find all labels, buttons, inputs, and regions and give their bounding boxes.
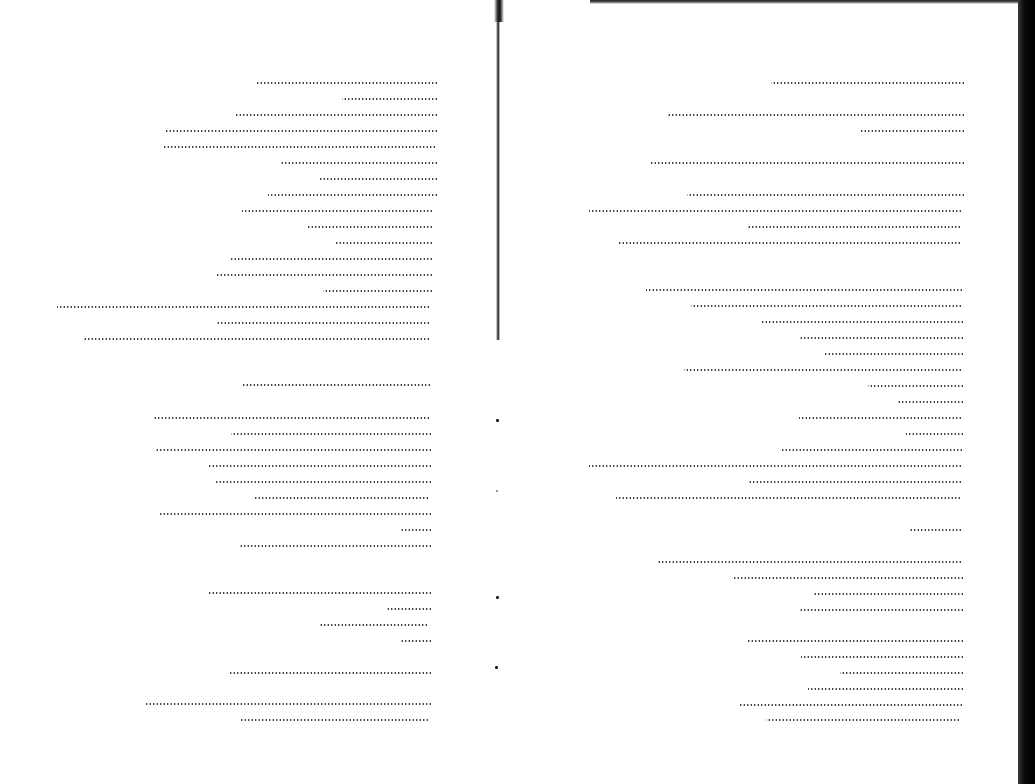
left-page	[0, 0, 496, 784]
leader-line	[687, 194, 965, 196]
leader-line	[824, 353, 964, 355]
leader-line	[216, 322, 430, 324]
leader-line	[158, 513, 432, 515]
leader-line	[319, 624, 428, 626]
leader-line	[240, 545, 432, 547]
leader-line	[781, 449, 963, 451]
leader-line	[215, 481, 432, 483]
leader-line	[254, 497, 429, 499]
leader-line	[256, 82, 438, 84]
leader-line	[761, 321, 964, 323]
leader-line	[216, 274, 433, 276]
leader-line	[57, 306, 430, 308]
leader-line	[766, 719, 960, 721]
leader-line	[342, 98, 438, 100]
leader-line	[242, 210, 433, 212]
leader-line	[589, 210, 962, 212]
scan-speck	[496, 490, 498, 492]
leader-line	[162, 146, 436, 148]
leader-line	[616, 497, 961, 499]
leader-line	[400, 529, 432, 531]
scan-speck	[495, 666, 498, 669]
leader-line	[84, 338, 430, 340]
leader-line	[229, 258, 433, 260]
leader-line	[280, 162, 438, 164]
leader-line	[156, 449, 432, 451]
leader-line	[336, 242, 433, 244]
leader-line	[748, 226, 961, 228]
leader-line	[868, 385, 964, 387]
leader-line	[268, 194, 438, 196]
leader-line	[242, 384, 431, 386]
scan-speck	[496, 419, 499, 422]
leader-line	[813, 593, 964, 595]
leader-line	[231, 433, 432, 435]
leader-line	[898, 401, 964, 403]
leader-line	[840, 672, 964, 674]
scan-speck	[496, 596, 499, 599]
leader-line	[165, 130, 438, 132]
leader-line	[747, 640, 964, 642]
leader-line	[691, 305, 962, 307]
leader-line	[734, 577, 964, 579]
leader-line	[808, 688, 964, 690]
leader-line	[909, 529, 962, 531]
leader-line	[667, 114, 965, 116]
leader-line	[739, 704, 963, 706]
leader-line	[154, 417, 430, 419]
leader-line	[209, 592, 432, 594]
leader-line	[589, 465, 962, 467]
leader-line	[799, 609, 964, 611]
leader-line	[306, 226, 433, 228]
leader-line	[145, 703, 432, 705]
right-page	[500, 0, 1020, 784]
leader-line	[646, 289, 963, 291]
leader-line	[651, 162, 965, 164]
leader-line	[801, 656, 964, 658]
leader-line	[657, 561, 962, 563]
leader-line	[401, 640, 432, 642]
leader-line	[617, 242, 961, 244]
leader-line	[906, 433, 964, 435]
binding-edge	[1018, 0, 1035, 784]
leader-line	[323, 290, 433, 292]
leader-line	[318, 178, 438, 180]
leader-line	[208, 465, 432, 467]
leader-line	[748, 481, 962, 483]
leader-line	[235, 114, 438, 116]
leader-line	[799, 417, 962, 419]
leader-line	[771, 82, 965, 84]
leader-line	[239, 719, 429, 721]
leader-line	[800, 337, 964, 339]
leader-line	[684, 369, 962, 371]
leader-line	[386, 608, 432, 610]
leader-line	[229, 672, 432, 674]
leader-line	[860, 130, 965, 132]
